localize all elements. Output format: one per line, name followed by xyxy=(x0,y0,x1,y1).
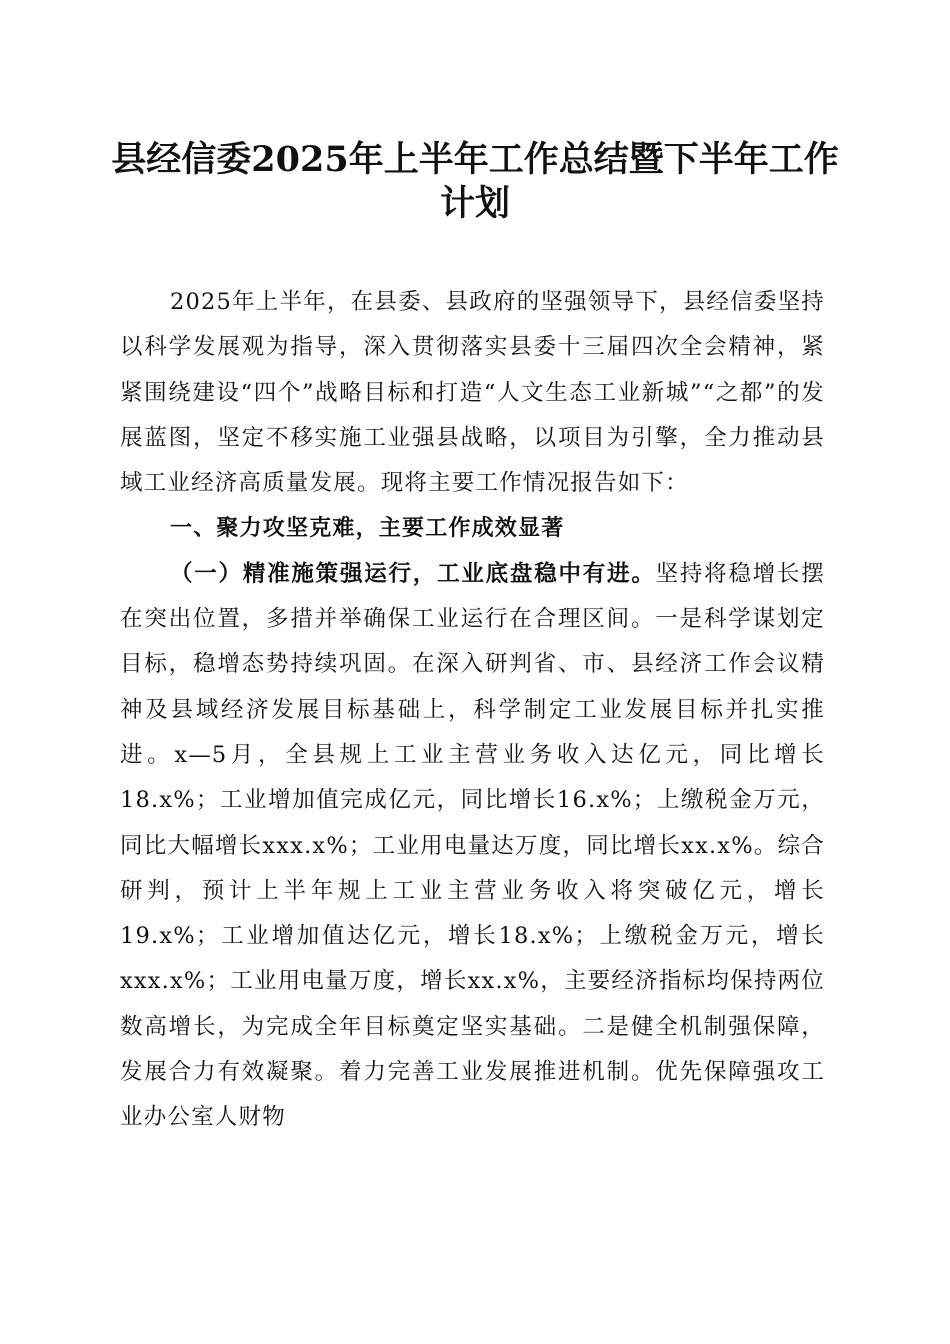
subsection-1-body: 坚持将稳增长摆在突出位置，多措并举确保工业运行在合理区间。一是科学谋划定目标，稳增态势持续巩固。在深入研判省、市、县经济工作会议精神及县域经济发展目标基础上，科学制定工业发展目标并扎实推进。x—5月，全县规上工业主营业务收入达亿元，同比增长18.x%；工业增加值完成亿元，同比增长16.x%；上缴税金万元，同比大幅增长xxx.x%；工业用电量达万度，同比增长xx.x%。综合研判，预计上半年规上工业主营业务收入将突破亿元，增长19.x%；工业增加值达亿元，增长18.x%；上缴税金万元，增长xxx.x%；工业用电量万度，增长xx.x%，主要经济指标均保持两位数高增长，为完成全年目标奠定坚实基础。二是健全机制强保障，发展合力有效凝聚。着力完善工业发展推进机制。优先保障强攻工业办公室人财物 xyxy=(120,560,825,1131)
intro-paragraph: 2025年上半年，在县委、县政府的坚强领导下，县经信委坚持以科学发展观为指导，深入贯彻落实县委十三届四次全会精神，紧紧围绕建设“四个”战略目标和打造“人文生态工业新城”“之都”的发展蓝图，坚定不移实施工业强县战略，以项目为引擎，全力推动县域工业经济高质量发展。现将主要工作情况报告如下： xyxy=(120,289,825,497)
document-title: 县经信委2025年上半年工作总结暨下半年工作计划 xyxy=(111,139,839,224)
section-1-heading: 一、聚力攻坚克难，主要工作成效显著 xyxy=(170,516,565,542)
subsection-1-lead: （一）精准施策强运行，工业底盘稳中有进。 xyxy=(170,560,656,587)
section-1-subsection-1-paragraph xyxy=(120,552,825,1141)
document-body xyxy=(120,280,825,1141)
